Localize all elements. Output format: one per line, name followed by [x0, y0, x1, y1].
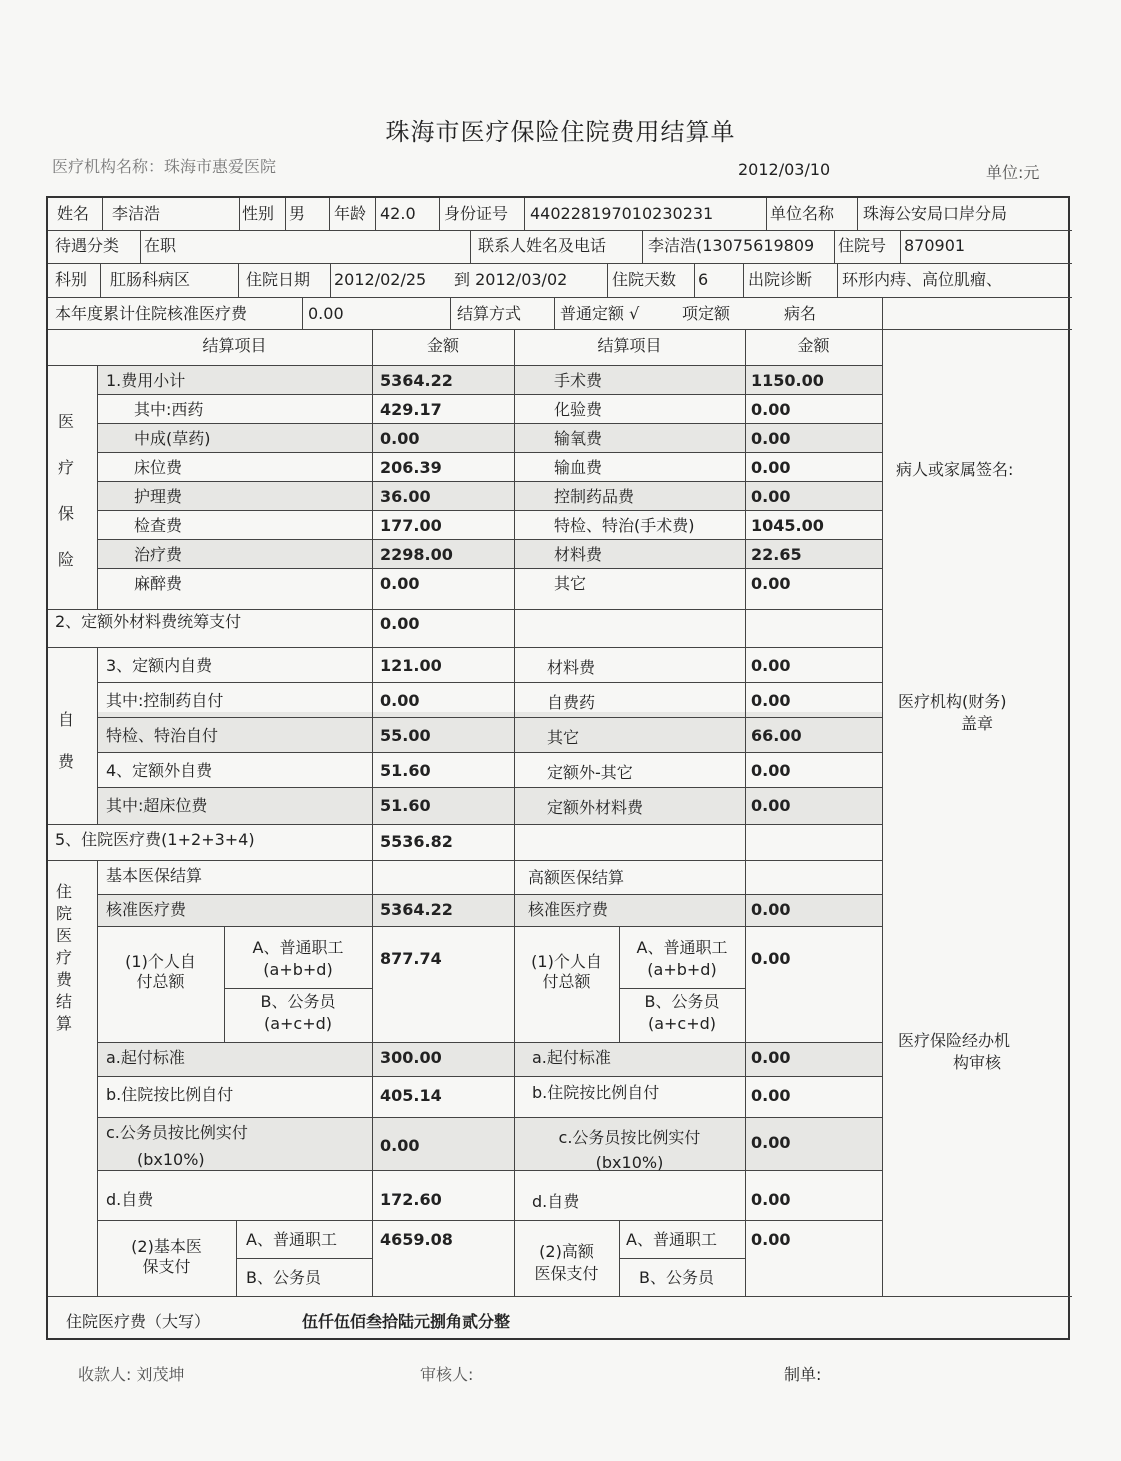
selfpay-label: d.自费 — [106, 1190, 154, 1209]
self-item-value: 55.00 — [380, 726, 431, 745]
grid-line — [642, 230, 643, 263]
medical-item-label: 材料费 — [554, 545, 603, 564]
id-label: 身份证号 — [444, 204, 509, 223]
self-item-value: 0.00 — [751, 761, 791, 780]
settle-group-label: 住 — [56, 882, 73, 901]
selfpay-basic: 172.60 — [380, 1190, 442, 1209]
personal-label: 付总额 — [542, 972, 591, 991]
grid-line — [97, 452, 882, 453]
grid-line — [97, 682, 882, 683]
self-item-value: 0.00 — [751, 656, 791, 675]
disease-label: 病名 — [784, 304, 817, 323]
capital-amount: 伍仟伍佰叁拾陆元捌角贰分整 — [302, 1312, 511, 1331]
medical-item-value: 0.00 — [380, 429, 420, 448]
staff-a-formula: (a+b+d) — [647, 960, 717, 979]
approved-basic: 5364.22 — [380, 900, 453, 919]
civil-b-label: B、公务员 — [644, 992, 720, 1011]
grid-line — [607, 263, 608, 297]
self-item-value: 51.60 — [380, 796, 431, 815]
grid-line — [97, 787, 882, 788]
sex-label: 性别 — [242, 204, 275, 223]
age-label: 年龄 — [334, 204, 367, 223]
audit-label: 医疗保险经办机 — [898, 1031, 1011, 1050]
self-item-label: 自费药 — [547, 693, 596, 712]
grid-line — [554, 297, 555, 329]
medical-item-value: 0.00 — [751, 574, 791, 593]
grid-line — [285, 198, 286, 230]
grid-line — [97, 1076, 882, 1077]
settle-group-label: 算 — [56, 1014, 73, 1033]
basic-pay-staff: 4659.08 — [380, 1230, 453, 1249]
signature-label: 病人或家属签名: — [896, 460, 1014, 479]
grid-line — [834, 230, 835, 263]
civil-b-formula: (a+c+d) — [263, 1014, 333, 1033]
grid-line — [524, 198, 525, 230]
civil-ratio-high: 0.00 — [751, 1133, 791, 1152]
high-settle-title: 高额医保结算 — [528, 868, 625, 887]
grid-line — [375, 198, 376, 230]
medical-item-label: 手术费 — [554, 371, 603, 390]
civil-b-formula: (a+c+d) — [647, 1014, 717, 1033]
grid-line — [837, 263, 838, 297]
medical-item-value: 177.00 — [380, 516, 442, 535]
grid-line — [238, 263, 239, 297]
settle-group-label: 院 — [56, 904, 73, 923]
seal-label: 医疗机构(财务) — [898, 692, 1007, 711]
settle-group-label: 费 — [56, 970, 73, 989]
self-item-value: 0.00 — [751, 796, 791, 815]
grid-line — [97, 752, 882, 753]
medical-item-value: 429.17 — [380, 400, 442, 419]
medical-item-label: 输氧费 — [554, 429, 603, 448]
medical-item-value: 0.00 — [751, 458, 791, 477]
high-pay-label: 医保支付 — [534, 1264, 599, 1283]
ratio-selfpay-high: 0.00 — [751, 1086, 791, 1105]
capital-amount-label: 住院医疗费（大写） — [66, 1312, 211, 1331]
start-standard-high: 0.00 — [751, 1048, 791, 1067]
employer-label: 单位名称 — [770, 204, 835, 223]
grid-line — [97, 568, 882, 569]
header-item: 结算项目 — [202, 336, 267, 355]
annual-label: 本年度累计住院核准医疗费 — [55, 304, 248, 323]
grid-line — [694, 263, 695, 297]
personal-label: 付总额 — [136, 972, 185, 991]
grid-line — [745, 329, 746, 1296]
staff-a-formula: (a+b+d) — [263, 960, 333, 979]
grid-line — [140, 230, 141, 263]
grid-line — [97, 717, 882, 718]
hospital-number: 870901 — [904, 236, 966, 255]
settle-group-label: 疗 — [56, 948, 73, 967]
settle-group-label: 医 — [56, 926, 73, 945]
self-item-label: 其它 — [547, 728, 580, 747]
grid-line — [514, 329, 515, 1296]
staff-a-label: A、普通职工 — [636, 938, 728, 957]
medical-item-value: 36.00 — [380, 487, 431, 506]
self-item-label: 其中:超床位费 — [106, 796, 208, 815]
grid-line — [97, 481, 882, 482]
grid-line — [97, 926, 882, 927]
pay-staff-label: A、普通职工 — [626, 1230, 717, 1249]
approved-high: 0.00 — [751, 900, 791, 919]
medical-item-value: 22.65 — [751, 545, 802, 564]
start-standard-basic: 300.00 — [380, 1048, 442, 1067]
category-label: 待遇分类 — [55, 236, 120, 255]
grid-line — [97, 894, 882, 895]
medical-item-value: 0.00 — [380, 574, 420, 593]
self-item-label: 定额外材料费 — [547, 798, 644, 817]
grid-line — [97, 1170, 882, 1171]
grid-line — [619, 1258, 745, 1259]
self-item-value: 66.00 — [751, 726, 802, 745]
method-normal: 普通定额 √ — [560, 304, 640, 323]
collector-label: 收款人: 刘茂坤 — [78, 1365, 185, 1384]
grid-line — [48, 1296, 1072, 1297]
grid-line — [48, 647, 882, 648]
name-label: 姓名 — [57, 204, 90, 223]
medical-item-label: 护理费 — [134, 487, 183, 506]
medical-item-value: 0.00 — [751, 429, 791, 448]
medical-item-label: 床位费 — [134, 458, 183, 477]
ratio-selfpay-label: b.住院按比例自付 — [106, 1085, 234, 1104]
medical-item-label: 中成(草药) — [134, 429, 211, 448]
reviewer-label: 审核人: — [420, 1365, 474, 1384]
diagnosis: 环形内痔、高位肌瘤、 — [842, 270, 1003, 289]
grid-line — [619, 988, 745, 989]
grid-line — [97, 510, 882, 511]
medical-item-value: 0.00 — [751, 400, 791, 419]
contact-label: 联系人姓名及电话 — [478, 236, 607, 255]
annual-amount: 0.00 — [308, 304, 344, 323]
self-item-label: 定额外-其它 — [547, 763, 633, 782]
institution-name: 医疗机构名称：珠海市惠爱医院 — [52, 157, 277, 176]
header-amount: 金额 — [426, 336, 459, 355]
quota-outside-value: 0.00 — [380, 614, 420, 633]
selfpay-label: d.自费 — [532, 1192, 580, 1211]
grid-line — [882, 329, 883, 1296]
method-special: 项定额 — [682, 304, 731, 323]
approved-label: 核准医疗费 — [106, 900, 187, 919]
grid-line — [97, 1220, 882, 1221]
grid-line — [743, 263, 744, 297]
civil-b-label: B、公务员 — [260, 992, 336, 1011]
medical-item-label: 其它 — [554, 574, 587, 593]
grid-line — [48, 297, 1072, 298]
grid-line — [236, 1258, 372, 1259]
patient-age: 42.0 — [380, 204, 416, 223]
grid-line — [97, 1042, 882, 1043]
medical-item-value: 206.39 — [380, 458, 442, 477]
grid-line — [239, 198, 240, 230]
grid-line — [302, 297, 303, 329]
medical-item-label: 其中:西药 — [134, 400, 204, 419]
seal-label: 盖章 — [960, 714, 993, 733]
basic-settle-title: 基本医保结算 — [106, 866, 203, 885]
start-standard-label: a.起付标准 — [106, 1048, 185, 1067]
patient-contact: 李洁浩(13075619809 — [648, 236, 815, 255]
medical-group-label: 疗 — [58, 458, 75, 477]
medical-item-label: 化验费 — [554, 400, 603, 419]
medical-item-label: 麻醉费 — [134, 574, 183, 593]
personal-a-high: 0.00 — [751, 949, 791, 968]
quota-outside-label: 2、定额外材料费统筹支付 — [55, 612, 242, 631]
self-item-value: 121.00 — [380, 656, 442, 675]
medical-item-label: 控制药品费 — [554, 487, 635, 506]
patient-id: 440228197010230231 — [530, 204, 714, 223]
days-label: 住院天数 — [612, 270, 677, 289]
grid-line — [372, 329, 373, 1296]
medical-group-label: 险 — [58, 550, 75, 569]
self-item-label: 4、定额外自费 — [106, 761, 213, 780]
settlement-table — [46, 196, 1070, 1340]
patient-sex: 男 — [289, 204, 306, 223]
total-label: 5、住院医疗费(1+2+3+4) — [55, 830, 255, 849]
patient-dept: 肛肠科病区 — [110, 270, 191, 289]
medical-item-label: 输血费 — [554, 458, 603, 477]
grid-line — [48, 329, 1072, 330]
method-label: 结算方式 — [457, 304, 522, 323]
unit-label: 单位:元 — [986, 163, 1040, 182]
personal-label: (1)个人自 — [125, 952, 196, 971]
grid-line — [97, 423, 882, 424]
pay-staff-label: A、普通职工 — [246, 1230, 337, 1249]
admit-label: 住院日期 — [246, 270, 311, 289]
basic-pay-label: 保支付 — [142, 1257, 191, 1276]
medical-item-value: 2298.00 — [380, 545, 453, 564]
grid-line — [97, 365, 98, 609]
grid-line — [48, 860, 882, 861]
staff-a-label: A、普通职工 — [252, 938, 344, 957]
civil-ratio-formula: (bx10%) — [595, 1153, 664, 1172]
grid-line — [100, 263, 101, 297]
self-item-label: 特检、特治自付 — [106, 726, 219, 745]
medical-item-value: 5364.22 — [380, 371, 453, 390]
medical-item-value: 1150.00 — [751, 371, 824, 390]
self-item-value: 51.60 — [380, 761, 431, 780]
ratio-selfpay-basic: 405.14 — [380, 1086, 442, 1105]
maker-label: 制单: — [784, 1365, 822, 1384]
discharge-date: 到 2012/03/02 — [454, 270, 568, 289]
grid-line — [882, 297, 883, 329]
self-group-label: 费 — [58, 752, 75, 771]
grid-line — [48, 609, 882, 610]
grid-line — [766, 198, 767, 230]
civil-ratio-label: c.公务员按比例实付 — [106, 1123, 248, 1142]
grid-line — [48, 263, 1072, 264]
high-pay-staff: 0.00 — [751, 1230, 791, 1249]
header-item-2: 结算项目 — [597, 336, 662, 355]
settlement-date: 2012/03/10 — [738, 160, 831, 179]
approved-label: 核准医疗费 — [528, 900, 609, 919]
grid-line — [439, 198, 440, 230]
grid-line — [48, 365, 882, 366]
start-standard-label: a.起付标准 — [532, 1048, 611, 1067]
pay-civil-label: B、公务员 — [246, 1268, 321, 1287]
hospital-days: 6 — [698, 270, 709, 289]
grid-line — [97, 1117, 882, 1118]
grid-line — [224, 988, 372, 989]
personal-label: (1)个人自 — [531, 952, 602, 971]
medical-item-value: 0.00 — [751, 487, 791, 506]
medical-item-label: 1.费用小计 — [106, 371, 186, 390]
medical-group-label: 医 — [58, 412, 75, 431]
grid-line — [329, 198, 330, 230]
patient-category: 在职 — [144, 236, 177, 255]
grid-line — [900, 230, 901, 263]
grid-line — [48, 230, 1072, 231]
diagnosis-label: 出院诊断 — [748, 270, 813, 289]
grid-line — [48, 824, 882, 825]
civil-ratio-basic: 0.00 — [380, 1136, 420, 1155]
patient-name: 李洁浩 — [112, 204, 161, 223]
admit-date: 2012/02/25 — [334, 270, 427, 289]
medical-item-label: 检查费 — [134, 516, 183, 535]
self-item-label: 3、定额内自费 — [106, 656, 213, 675]
grid-line — [97, 647, 98, 824]
page-title: 珠海市医疗保险住院费用结算单 — [385, 118, 736, 146]
grid-line — [97, 539, 882, 540]
grid-line — [470, 230, 471, 263]
settle-group-label: 结 — [56, 992, 73, 1011]
grid-line — [450, 297, 451, 329]
audit-label: 构审核 — [952, 1053, 1001, 1072]
medical-group-label: 保 — [58, 504, 75, 523]
self-group-label: 自 — [58, 710, 75, 729]
grid-line — [857, 198, 858, 230]
medical-item-value: 1045.00 — [751, 516, 824, 535]
medical-item-label: 特检、特治(手术费) — [554, 516, 695, 535]
pay-civil-label: B、公务员 — [639, 1268, 714, 1287]
high-pay-label: (2)高额 — [539, 1242, 594, 1261]
medical-item-label: 治疗费 — [134, 545, 183, 564]
header-amount-2: 金额 — [797, 336, 830, 355]
civil-ratio-label: c.公务员按比例实付 — [558, 1128, 701, 1147]
dept-label: 科别 — [55, 270, 88, 289]
civil-ratio-formula: (bx10%) — [137, 1150, 205, 1169]
patient-employer: 珠海公安局口岸分局 — [863, 204, 1008, 223]
grid-line — [330, 263, 331, 297]
selfpay-high: 0.00 — [751, 1190, 791, 1209]
self-item-value: 0.00 — [751, 691, 791, 710]
grid-line — [102, 198, 103, 230]
self-item-label: 材料费 — [547, 658, 596, 677]
basic-pay-label: (2)基本医 — [131, 1237, 202, 1256]
hosp-no-label: 住院号 — [838, 236, 887, 255]
total-value: 5536.82 — [380, 832, 453, 851]
self-item-label: 其中:控制药自付 — [106, 691, 224, 710]
personal-a-basic: 877.74 — [380, 949, 442, 968]
grid-line — [97, 394, 882, 395]
self-item-value: 0.00 — [380, 691, 420, 710]
ratio-selfpay-label: b.住院按比例自付 — [532, 1083, 660, 1102]
